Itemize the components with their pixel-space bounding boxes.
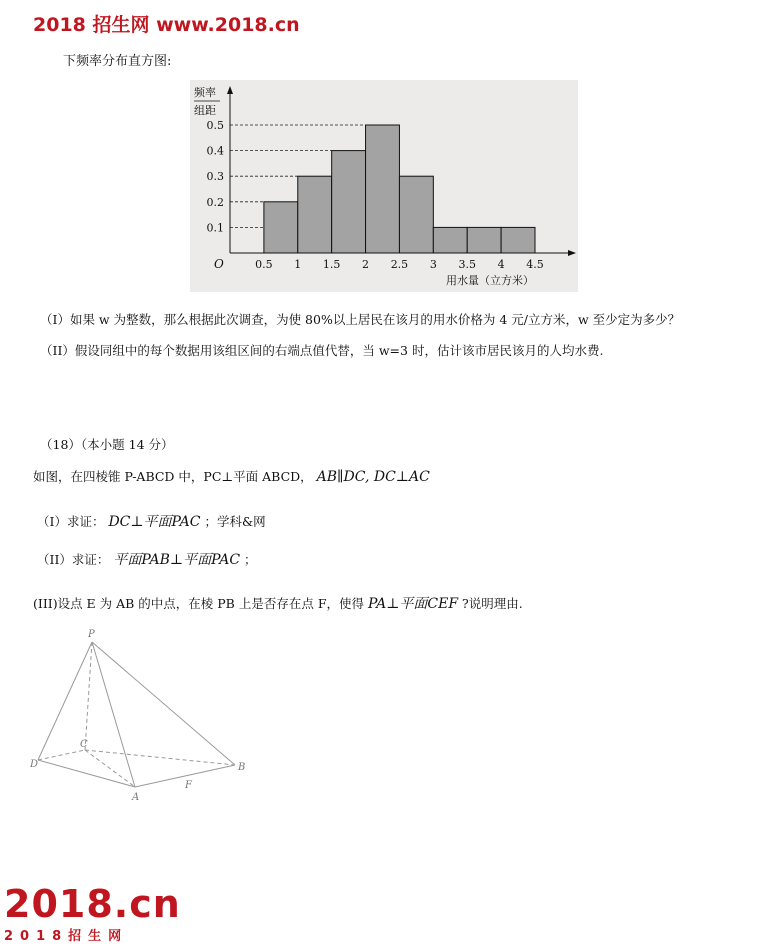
question-18-stem-text: 如图，在四棱锥 P-ABCD 中，PC⊥平面 ABCD， <box>33 469 313 484</box>
histogram-bar-2 <box>332 151 366 253</box>
question-18-part-1 <box>37 511 266 531</box>
site-header-title: 2018 招生网 www.2018.cn <box>33 14 300 36</box>
y-tick-label-2: 0.3 <box>206 170 224 184</box>
footer-logo <box>4 882 181 944</box>
pyramid-figure <box>30 625 260 805</box>
label-D: D <box>30 759 39 770</box>
origin-label: O <box>214 257 224 271</box>
x-tick-label-0: 0.5 <box>255 258 273 271</box>
question-17-part-2: （II）假设同组中的每个数据用该组区间的右端点值代替，当 w=3 时，估计该市居民该月的人均水费. <box>40 343 604 358</box>
y-tick-label-3: 0.4 <box>206 144 224 158</box>
question-18-part-3 <box>33 593 523 613</box>
histogram-bar-6 <box>467 227 501 253</box>
label-C: C <box>80 739 88 750</box>
x-tick-label-7: 4 <box>497 258 505 271</box>
q18-1-math: DC⊥平面PAC <box>108 514 201 530</box>
q18-2-suffix: ； <box>244 552 257 567</box>
q18-1-suffix: ；学科&网 <box>204 514 266 529</box>
x-tick-label-6: 3.5 <box>458 258 476 271</box>
q18-3-prefix: (III)设点 E 为 AB 的中点，在棱 PB 上是否存在点 F，使得 <box>33 596 364 611</box>
question-18-title: （18）（本小题 14 分） <box>40 437 174 452</box>
question-18-stem <box>33 467 430 485</box>
question-18-part-2 <box>37 549 257 569</box>
q18-2-prefix: （II）求证： <box>37 552 110 567</box>
intro-text: 下频率分布直方图: <box>63 54 172 69</box>
y-tick-label-1: 0.2 <box>206 195 224 209</box>
q18-1-prefix: （I）求证： <box>37 514 105 529</box>
x-axis-arrow <box>568 250 576 256</box>
y-label-bottom: 组距 <box>194 104 216 117</box>
x-tick-label-8: 4.5 <box>526 258 544 271</box>
x-tick-label-3: 2 <box>362 258 370 271</box>
label-B: B <box>238 762 246 773</box>
footer-logo-subtitle: 2018招生网 <box>4 929 129 944</box>
x-tick-label-2: 1.5 <box>322 258 341 271</box>
edge-PC <box>85 642 92 750</box>
x-axis-label: 用水量（立方米） <box>446 274 534 287</box>
footer-logo-text: 2018.cn <box>4 882 181 926</box>
histogram-bar-3 <box>366 125 400 253</box>
y-tick-label-4: 0.5 <box>206 119 224 132</box>
question-17-part-1: （I）如果 w 为整数，那么根据此次调查，为使 80%以上居民在该月的用水价格为 4 元/立方米，w 至少定为多少？ <box>40 312 681 327</box>
histogram-svg <box>190 80 578 292</box>
label-F: F <box>185 780 192 791</box>
label-A: A <box>132 792 140 803</box>
x-tick-label-4: 2.5 <box>390 258 409 271</box>
edge-CB <box>85 750 235 765</box>
histogram-chart <box>190 80 578 292</box>
edge-CA <box>85 750 135 787</box>
edge-DA <box>38 760 135 787</box>
x-tick-label-5: 3 <box>429 258 437 271</box>
histogram-bar-1 <box>298 176 332 253</box>
q18-2-math: 平面PAB⊥平面PAC <box>113 552 241 568</box>
q18-3-math: PA⊥平面CEF <box>367 596 459 612</box>
question-18-stem-math: AB∥DC, DC⊥AC <box>316 469 430 485</box>
edge-PB <box>92 642 235 765</box>
histogram-bar-5 <box>433 227 467 253</box>
edge-PA <box>92 642 135 787</box>
histogram-bar-7 <box>501 227 535 253</box>
histogram-bar-0 <box>264 202 298 253</box>
y-label-top: 频率 <box>194 86 216 99</box>
label-P: P <box>88 629 95 640</box>
y-tick-label-0: 0.1 <box>206 221 224 235</box>
q18-3-suffix: ?说明理由. <box>462 596 523 611</box>
edge-DC <box>38 750 85 760</box>
y-axis-arrow <box>227 86 233 94</box>
histogram-bar-4 <box>399 176 433 253</box>
x-tick-label-1: 1 <box>294 258 302 271</box>
